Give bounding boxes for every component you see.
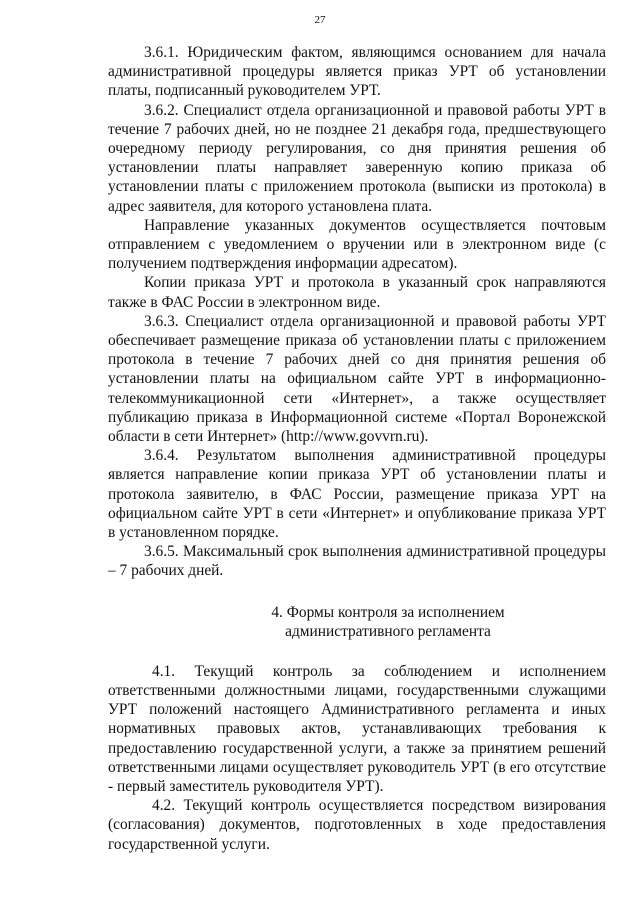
paragraph-3-6-4: 3.6.4. Результатом выполнения административной процедуры является направление копии приказа УРТ об установлении платы и протокола заявителю, в ФАС России, размещение приказа УРТ на официальном сайте УРТ в сети «Интернет» и опубликование приказа УРТ в установленном порядке. [108,447,606,542]
section-heading-line-1: 4. Формы контроля за исполнением [271,603,505,621]
paragraph-4-2: 4.2. Текущий контроль осуществляется посредством визирования (согласования) документов, подготовленных в ходе предоставления государственной услуги. [108,797,606,853]
paragraph-4-1: 4.1. Текущий контроль за соблюдением и исполнением ответственными должностными лицами, государственными служащими УРТ положений настоящего Административного регламента и иных нормативных правовых актов, устанавливающих требования к предоставлению государственной услуги, а также за принятием решений ответственными лицами осуществляет руководитель УРТ (в его отсутствие - первый заместитель руководителя УРТ). [108,662,606,795]
section-heading [108,603,508,641]
paragraph-3-6-3: 3.6.3. Специалист отдела организационной и правовой работы УРТ обеспечивает размещение приказа об установлении платы с приложением протокола в течение 7 рабочих дней со дня принятия решения об установлении платы на официальном сайте УРТ в информационно-телекоммуникационной сети «Интернет», а также осуществляет публикацию приказа в Информационной системе «Портал Воронежской области в сети Интернет» (http://www.govvrn.ru). [108,312,606,446]
paragraph-sending-method: Направление указанных документов осуществляется почтовым отправлением с уведомлением о вручении или в электронном виде (с получением подтверждения информации адресатом). [108,216,606,273]
section-heading-line-2: административного регламента [285,622,491,640]
paragraph-3-6-2: 3.6.2. Специалист отдела организационной и правовой работы УРТ в течение 7 рабочих дней, но не позднее 21 декабря года, предшествующего очередному периоду регулирования, со дня принятия решения об установлении платы направляет заверенную копию приказа об установлении платы с приложением протокола (выписки из протокола) в адрес заявителя, для которого установлена плата. [108,101,606,215]
paragraph-3-6-5: 3.6.5. Максимальный срок выполнения административной процедуры – 7 рабочих дней. [108,543,606,580]
page-number: 27 [314,14,326,26]
paragraph-fas-copies: Копии приказа УРТ и протокола в указанный срок направляются также в ФАС России в электронном виде. [108,274,606,311]
paragraph-3-6-1: 3.6.1. Юридическим фактом, являющимся основанием для начала административной процедуры является приказ УРТ об установлении платы, подписанный руководителем УРТ. [108,44,606,100]
document-body [108,43,606,854]
